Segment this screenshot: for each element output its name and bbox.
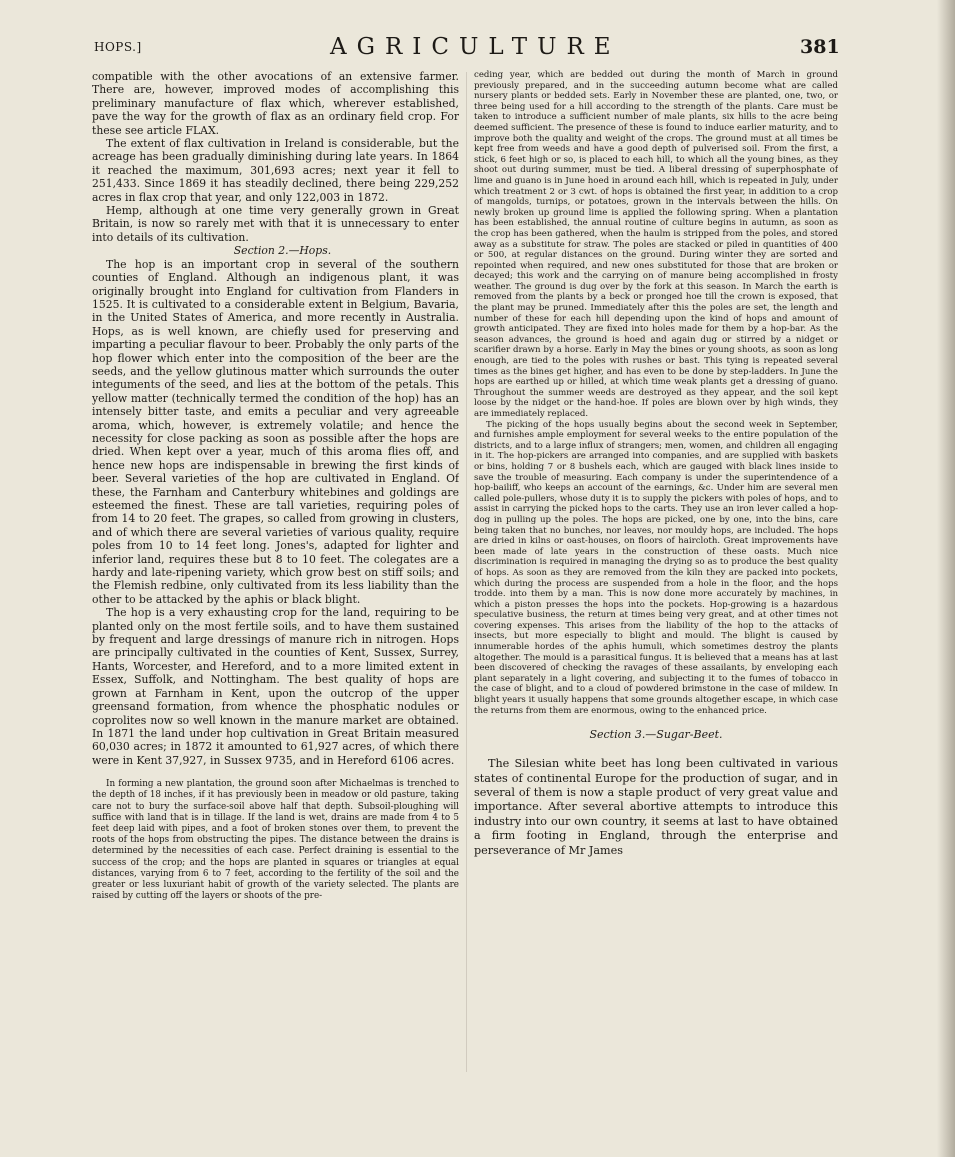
running-head-title: AGRICULTURE xyxy=(330,34,621,60)
body-text-block xyxy=(474,757,838,858)
running-head-left: HOPS.] xyxy=(94,40,142,54)
column-gutter xyxy=(466,72,467,1072)
paragraph: The hop is an important crop in several of the southern counties of England. Although an indigenous plant, it was originally brought into England for cultivation from Flanders in 1525. It is cultivated to a considerable extent in Belgium, Bavaria, in the United States of America, and more recently in Australia. Hops, as is well known, are chiefly used for preserving and imparting a peculiar flavour to beer. Probably the only parts of the hop flower which enter into the composition of the beer are the seeds, and the yellow glutinous matter which surrounds the outer integuments of the seed, and lies at the bottom of the petals. This yellow matter (technically termed the condition of the hop) has an intensely bitter taste, and emits a peculiar and very agreeable aroma, which, however, is extremely volatile; and hence the necessity for close packing as soon as possible after the hops are dried. When kept over a year, much of this aroma flies off, and hence new hops are indispensable in brewing the first kinds of beer. Several varieties of the hop are cultivated in England. Of these, the Farnham and Canterbury whitebines and goldings are esteemed the finest. These are tall varieties, requiring poles of from 14 to 20 feet. The grapes, so called from growing in clusters, and of which there are several varieties of various quality, require poles from 10 to 14 feet long. Jones's, adapted for lighter and inferior land, requires these but 8 to 10 feet. The colegates are a hardy and late-ripening variety, which grow best on stiff soils; and the Flemish redbine, only cultivated from its less liability than the other to be attacked by the aphis or black blight. xyxy=(92,257,459,606)
paragraph: The Silesian white beet has long been cultivated in various states of continental Europe for the production of sugar, and in several of them is now a staple product of very great value and importance. After several abortive attempts to introduce this industry into our own country, it seems at last to have obtained a firm footing in England, through the enterprise and perseverance of Mr James xyxy=(474,757,838,857)
small-print-block xyxy=(92,779,459,902)
section-heading-hops: Section 2.—Hops. xyxy=(233,244,332,258)
paragraph: The picking of the hops usually begins about the second week in September, and furnishes ample employment for several weeks to the entire population of the districts, and to a large influx of strangers; men, women, and children all engaging in it. The hop-pickers are arranged into companies, and are supplied with baskets or bins, holding 7 or 8 bushels each, which are gauged with black lines inside to save the trouble of measuring. Each company is under the superintendence of a hop-bailiff, who keeps an account of the earnings, &c. Under him are several men called pole-pullers, whose duty it is to supply the pickers with poles of hops, and to assist in carrying the picked hops to the carts. They use an iron lever called a hop-dog in pulling up the poles. The hops are picked, one by one, into the bins, care being taken that no bunches, nor leaves, nor mouldy hops, are included. The hops are dried in kilns or oast-houses, on floors of haircloth. Great improvements have been made of late years in the construction of these oasts. Much nice discrimination is required in managing the drying so as to produce the best quality of hops. As soon as they are removed from the kiln they are packed into pockets, which during the process are suspended from a hole in the floor, and the hops trodde. into them by a man. This is now done more accurately by machines, in which a piston presses the hops into the pockets. Hop-growing is a hazardous speculative business, the return at times being very great, and at other times not covering expenses. This arises from the liability of the hop to the attacks of insects, but more especially to blight and mould. The blight is caused by innumerable hordes of the aphis humuli, which sometimes destroy the plants altogether. The mould is a parasitical fungus. It is believed that a means has at last been discovered of checking the ravages of these assailants, by enveloping each plant separately in a light covering, and subjecting it to the fumes of tobacco in the case of blight, and to a cloud of powdered brimstone in the case of mildew. In blight years it usually happens that some grounds altogether escape, in which case the returns from them are enormous, owing to the enhanced price. xyxy=(474,419,838,716)
paragraph: In forming a new plantation, the ground soon after Michaelmas is trenched to the depth of 18 inches, if it has previously been in meadow or old pasture, taking care not to bury the surface-soil above half that depth. Subsoil-ploughing will suffice with land that is in tillage. If the land is wet, drains are made from 4 to 5 feet deep laid with pipes, and a foot of broken stones over them, to prevent the roots of the hops from obstructing the pipes. The distance between the drains is determined by the necessities of each case. Perfect draining is essential to the success of the crop; and the hops are planted in squares or triangles at equal distances, varying from 6 to 7 feet, according to the fertility of the soil and the greater or less luxuriant habit of growth of the variety selected. The plants are raised by cutting off the layers or shoots of the pre- xyxy=(92,779,459,902)
small-print-block xyxy=(474,70,838,716)
paragraph: compatible with the other avocations of an extensive farmer. There are, however, improved modes of accomplishing this preliminary manufacture of flax which, wherever established, pave the way for the growth of flax as an ordinary field crop. For these see article FLAX. xyxy=(92,70,459,137)
paragraph: The hop is a very exhausting crop for the land, requiring to be planted only on the most fertile soils, and to have them sustained by frequent and large dressings of manure rich in nitrogen. Hops are principally cultivated in the counties of Kent, Sussex, Surrey, Hants, Worcester, and Hereford, and to a more limited extent in Essex, Suffolk, and Nottingham. The best quality of hops are grown at Farnham in Kent, upon the outcrop of the upper greensand formation, from whence the phosphatic nodules or coprolites now so well known in the manure market are obtained. In 1871 the land under hop cultivation in Great Britain measured 60,030 acres; in 1872 it amounted to 61,927 acres, of which there were in Kent 37,927, in Sussex 9735, and in Hereford 6106 acres. xyxy=(92,606,459,767)
paragraph: Hemp, although at one time very generally grown in Great Britain, is now so rarely met with that it is unnecessary to enter into details of its cultivation. xyxy=(92,204,459,244)
section-heading-sugar-beet: Section 3.—Sugar-Beet. xyxy=(589,728,723,742)
left-column xyxy=(92,70,459,1157)
paragraph: ceding year, which are bedded out during the month of March in ground previously prepared, and in the succeeding autumn become what are called nursery plants or bedded sets. Early in November these are planted, one, two, or three being used for a hill according to the strength of the plants. Care must be taken to introduce a sufficient number of male plants, six hills to the acre being deemed sufficient. The presence of these is found to induce earlier maturity, and to improve both the quality and weight of the crops. The ground must at all times be kept free from weeds and have a good depth of pulverised soil. From the first, a stick, 6 feet high or so, is placed to each hill, to which all the young bines, as they shoot out during summer, must be tied. A liberal dressing of superphosphate of lime and guano is in June hoed in around each hill, which is repeated in July, under which treatment 2 or 3 cwt. of hops is obtained the first year, in addition to a crop of mangolds, turnips, or potatoes, grown in the intervals between the hills. On newly broken up ground lime is applied the following spring. When a plantation has been established, the annual routine of culture begins in autumn, as soon as the crop has been gathered, when the haulm is stripped from the poles, and stored away as a substitute for straw. The poles are stacked or piled in quantities of 400 or 500, at regular distances on the ground. During winter they are sorted and repointed when required, and new ones substituted for those that are broken or decayed; this work and the carrying on of manure being accomplished in frosty weather. The ground is dug over by the fork at this season. In March the earth is removed from the plants by a beck or pronged hoe till the crown is exposed, that the plant may be pruned. Immediately after this the poles are set, the length and number of these for each hill depending upon the kind of hops and amount of growth anticipated. They are fixed into holes made for them by a hop-bar. As the season advances, the ground is hoed and again dug or stirred by a nidget or scarifier drawn by a horse. Early in May the bines or young shoots, as soon as long enough, are tied to the poles with rushes or bast. This tying is repeated several times as the bines get higher, and has even to be done by step-ladders. In June the hops are earthed up or hilled, at which time weak plants get a dressing of guano. Throughout the summer weeds are destroyed as they appear, and the soil kept loose by the nidget or the hand-hoe. If poles are blown over by high winds, they are immediately replaced. xyxy=(474,70,838,419)
paragraph: The extent of flax cultivation in Ireland is considerable, but the acreage has been gradually diminishing during late years. In 1864 it reached the maximum, 301,693 acres; next year it fell to 251,433. Since 1869 it has steadily declined, there being 229,252 acres in flax crop that year, and only 122,003 in 1872. xyxy=(92,137,459,204)
page-number: 381 xyxy=(800,36,840,58)
right-column xyxy=(474,70,838,1157)
